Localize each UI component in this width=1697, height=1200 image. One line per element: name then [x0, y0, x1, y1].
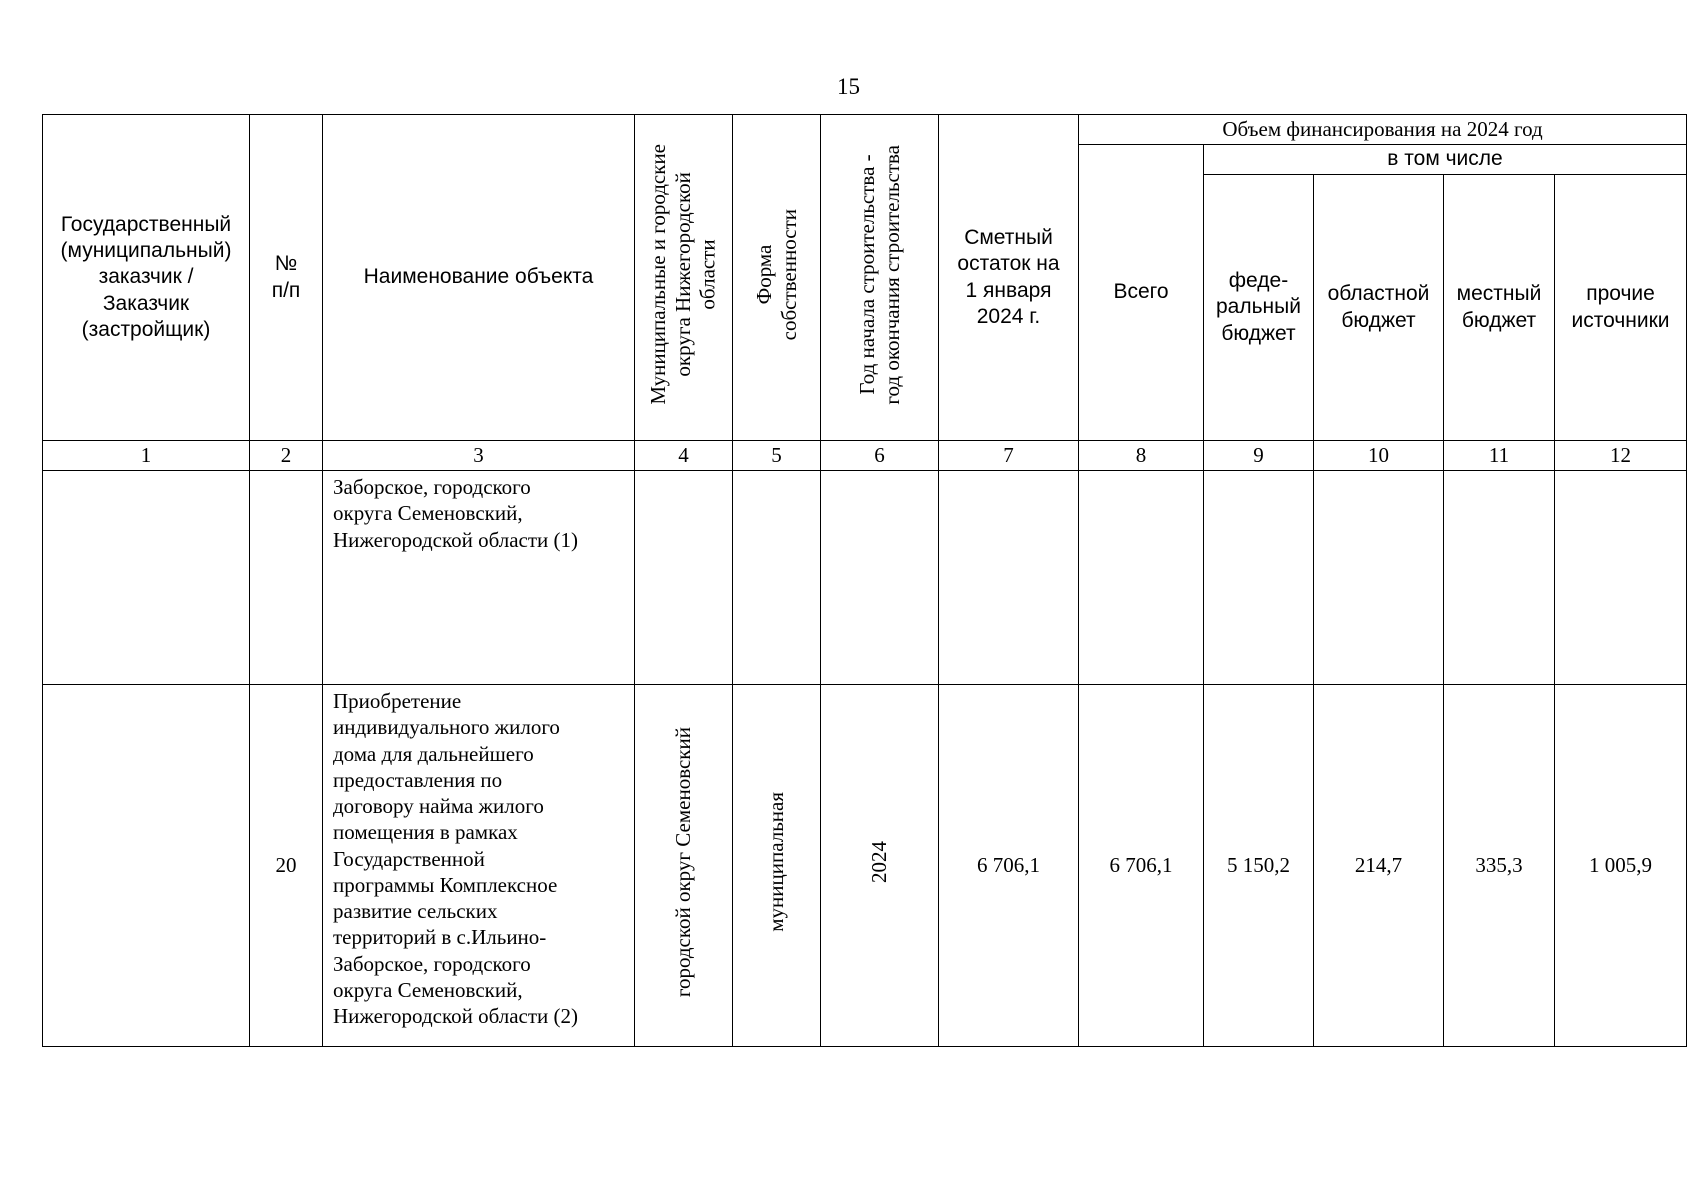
- cell-total: 6 706,1: [1079, 685, 1204, 1047]
- header-local: местный бюджет: [1444, 175, 1555, 441]
- financing-table: [42, 114, 1687, 1047]
- table-row: [43, 471, 1687, 685]
- header-regional: областной бюджет: [1314, 175, 1444, 441]
- header-financing: Объем финансирования на 2024 год: [1079, 115, 1687, 145]
- cell-federal: [1204, 471, 1314, 685]
- cell-customer: [43, 471, 250, 685]
- column-number: 10: [1314, 441, 1444, 471]
- cell-total: [1079, 471, 1204, 685]
- column-number: 8: [1079, 441, 1204, 471]
- cell-ownership-text: муниципальная: [764, 792, 789, 933]
- header-remaining: Сметный остаток на 1 января 2024 г.: [939, 115, 1079, 441]
- cell-other: 1 005,9: [1555, 685, 1687, 1047]
- cell-other: [1555, 471, 1687, 685]
- cell-ownership: [733, 685, 821, 1047]
- header-ownership-text: Форма собственности: [751, 208, 801, 341]
- cell-number: 20: [250, 685, 323, 1047]
- header-federal: феде- ральный бюджет: [1204, 175, 1314, 441]
- cell-federal: 5 150,2: [1204, 685, 1314, 1047]
- column-number: 3: [323, 441, 635, 471]
- column-number: 11: [1444, 441, 1555, 471]
- header-years: [821, 115, 939, 441]
- column-number: 5: [733, 441, 821, 471]
- header-total: Всего: [1079, 145, 1204, 441]
- cell-remaining: [939, 471, 1079, 685]
- column-number: 7: [939, 441, 1079, 471]
- header-years-text: Год начала строительства - год окончания строительства: [854, 144, 904, 405]
- header-other: прочие источники: [1555, 175, 1687, 441]
- header-municipality: [635, 115, 733, 441]
- column-number: 12: [1555, 441, 1687, 471]
- header-object-name: Наименование объекта: [323, 115, 635, 441]
- cell-local: [1444, 471, 1555, 685]
- cell-years: [821, 471, 939, 685]
- cell-regional: [1314, 471, 1444, 685]
- header-including: в том числе: [1204, 145, 1687, 175]
- column-number: 1: [43, 441, 250, 471]
- column-number: 6: [821, 441, 939, 471]
- header-ownership: [733, 115, 821, 441]
- cell-municipality: [635, 685, 733, 1047]
- column-number: 2: [250, 441, 323, 471]
- header-number: № п/п: [250, 115, 323, 441]
- column-number-row: [43, 441, 1687, 471]
- header-customer: Государственный (муниципальный) заказчик / Заказчик (застройщик): [43, 115, 250, 441]
- cell-ownership: [733, 471, 821, 685]
- table-row: [43, 685, 1687, 1047]
- cell-object-name: Приобретение индивидуального жилого дома для дальнейшего предоставления по договору найма жилого помещения в рамках Государственной программы Комплексное развитие сельских территорий в с.Ильино- Заборское, городского округа Семеновский, Нижегородской области (2): [323, 685, 635, 1047]
- page-number: 15: [837, 74, 860, 99]
- header-municipality-text: Муниципальные и городские округа Нижегородской области: [646, 144, 720, 405]
- cell-customer: [43, 685, 250, 1047]
- cell-municipality-text: городской округ Семеновский: [671, 727, 696, 998]
- cell-years-text: 2024: [867, 841, 892, 884]
- column-number: 9: [1204, 441, 1314, 471]
- cell-remaining: 6 706,1: [939, 685, 1079, 1047]
- cell-local: 335,3: [1444, 685, 1555, 1047]
- column-number: 4: [635, 441, 733, 471]
- cell-number: [250, 471, 323, 685]
- header-row-1: [43, 115, 1687, 145]
- cell-years: [821, 685, 939, 1047]
- cell-municipality: [635, 471, 733, 685]
- cell-object-name: Заборское, городского округа Семеновский, Нижегородской области (1): [323, 471, 635, 685]
- cell-regional: 214,7: [1314, 685, 1444, 1047]
